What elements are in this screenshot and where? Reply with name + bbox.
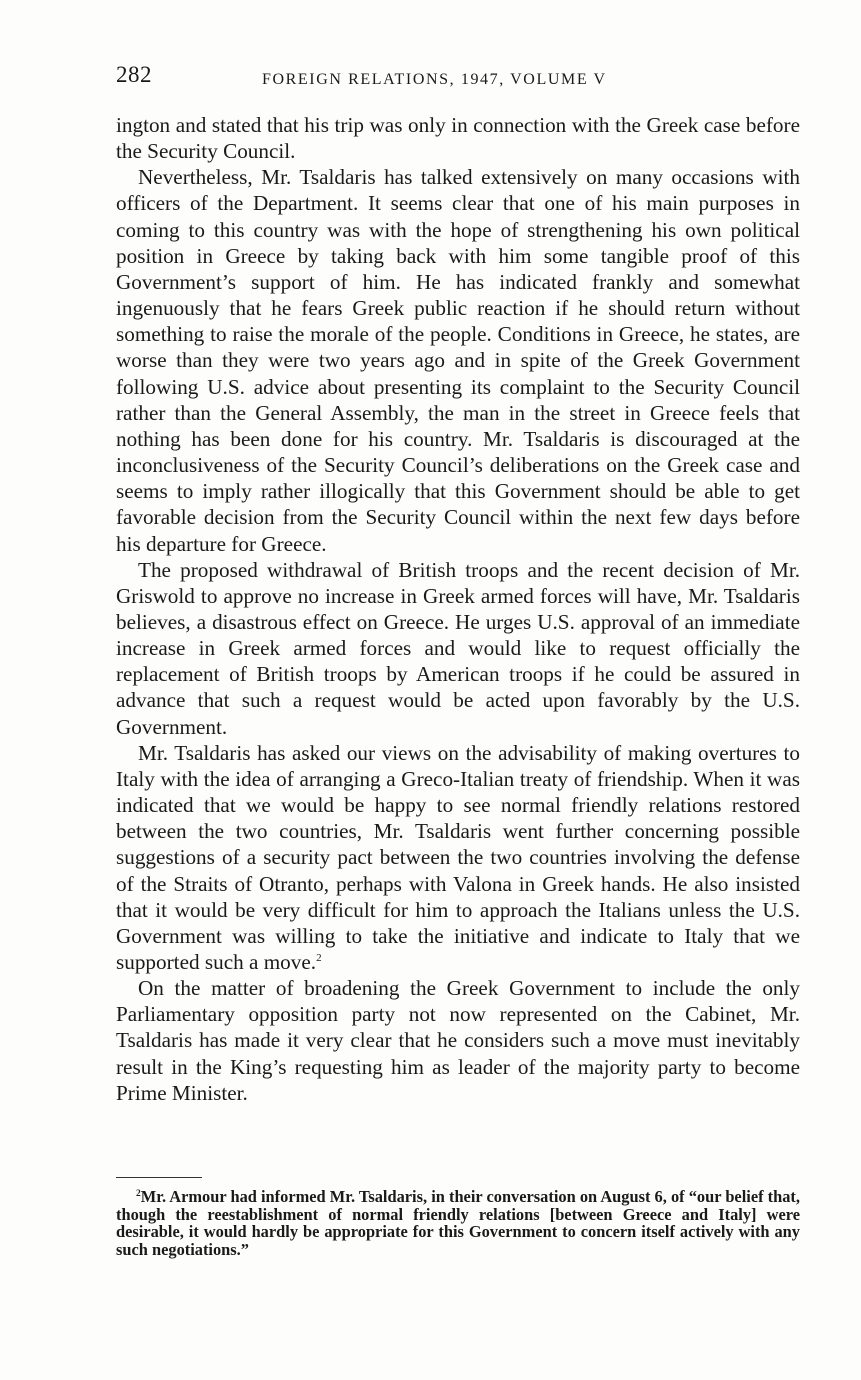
paragraph bbox=[116, 164, 800, 556]
paragraph bbox=[116, 975, 800, 1106]
paragraph-text: Nevertheless, Mr. Tsaldaris has talked extensively on many occasions with officers of the Department. It seems clear that one of his main purposes in coming to this country was with the hope of strengthening his own political position in Greece by taking back with him some tangible proof of this Government’s support of him. He has indicated frankly and somewhat ingenuously that he fears Greek public reaction if he should return without something to raise the morale of the people. Conditions in Greece, he states, are worse than they were two years ago and in spite of the Greek Government following U.S. advice about presenting its complaint to the Security Council rather than the General Assembly, the man in the street in Greece feels that nothing has been done for his country. Mr. Tsaldaris is discouraged at the inconclusiveness of the Security Council’s deliberations on the Greek case and seems to imply rather illogically that this Government should be able to get favorable decision from the Security Council within the next few days before his departure for Greece. bbox=[116, 165, 800, 556]
paragraph-text: Mr. Tsaldaris has asked our views on the advisability of making overtures to Italy with the idea of arranging a Greco-Italian treaty of friendship. When it was indicated that we would be happy to see normal friendly relations restored between the two countries, Mr. Tsaldaris went further concerning possible suggestions of a security pact between the two countries involving the defense of the Straits of Otranto, perhaps with Valona in Greek hands. He also insisted that it would be very difficult for him to approach the Italians unless the U.S. Government was willing to take the initiative and indicate to Italy that we supported such a move. bbox=[116, 740, 800, 974]
paragraph bbox=[116, 740, 800, 975]
paragraph-continuation bbox=[116, 112, 800, 164]
page-number: 282 bbox=[116, 62, 152, 87]
paragraph-text: On the matter of broadening the Greek Government to include the only Parliamentary opposition party not now represented on the Cabinet, Mr. Tsaldaris has made it very clear that he considers such a move must inevitably result in the King’s requesting him as leader of the majority party to become Prime Minister. bbox=[116, 976, 800, 1105]
paragraph-text: ington and stated that his trip was only in connection with the Greek case before the Security Council. bbox=[116, 113, 800, 164]
footnote-marker: 2 bbox=[136, 1189, 141, 1199]
paragraph-text: The proposed withdrawal of British troops and the recent decision of Mr. Griswold to approve no increase in Greek armed forces will have, Mr. Tsaldaris believes, a disastrous effect on Greece. He urges U.S. approval of an immediate increase in Greek armed forces and would like to request officially the replacement of British troops by American troops if he could be assured in advance that such a request would be acted upon favorably by the U.S. Government. bbox=[116, 557, 800, 739]
footnote-divider bbox=[116, 1177, 202, 1178]
footnote-text: Mr. Armour had informed Mr. Tsaldaris, in their conversation on August 6, of “our belief that, though the reestablishment of normal friendly relations [between Greece and Italy] were desirable, it would hardly be appropriate for this Government to concern itself actively with any such negotiations.” bbox=[116, 1187, 800, 1259]
paragraph bbox=[116, 557, 800, 740]
footnote-reference: 2 bbox=[316, 952, 322, 964]
running-head: FOREIGN RELATIONS, 1947, VOLUME V bbox=[262, 71, 607, 88]
footnotes bbox=[116, 1188, 800, 1258]
body-text bbox=[116, 112, 800, 1106]
footnote bbox=[116, 1188, 800, 1258]
page-header bbox=[116, 62, 800, 96]
